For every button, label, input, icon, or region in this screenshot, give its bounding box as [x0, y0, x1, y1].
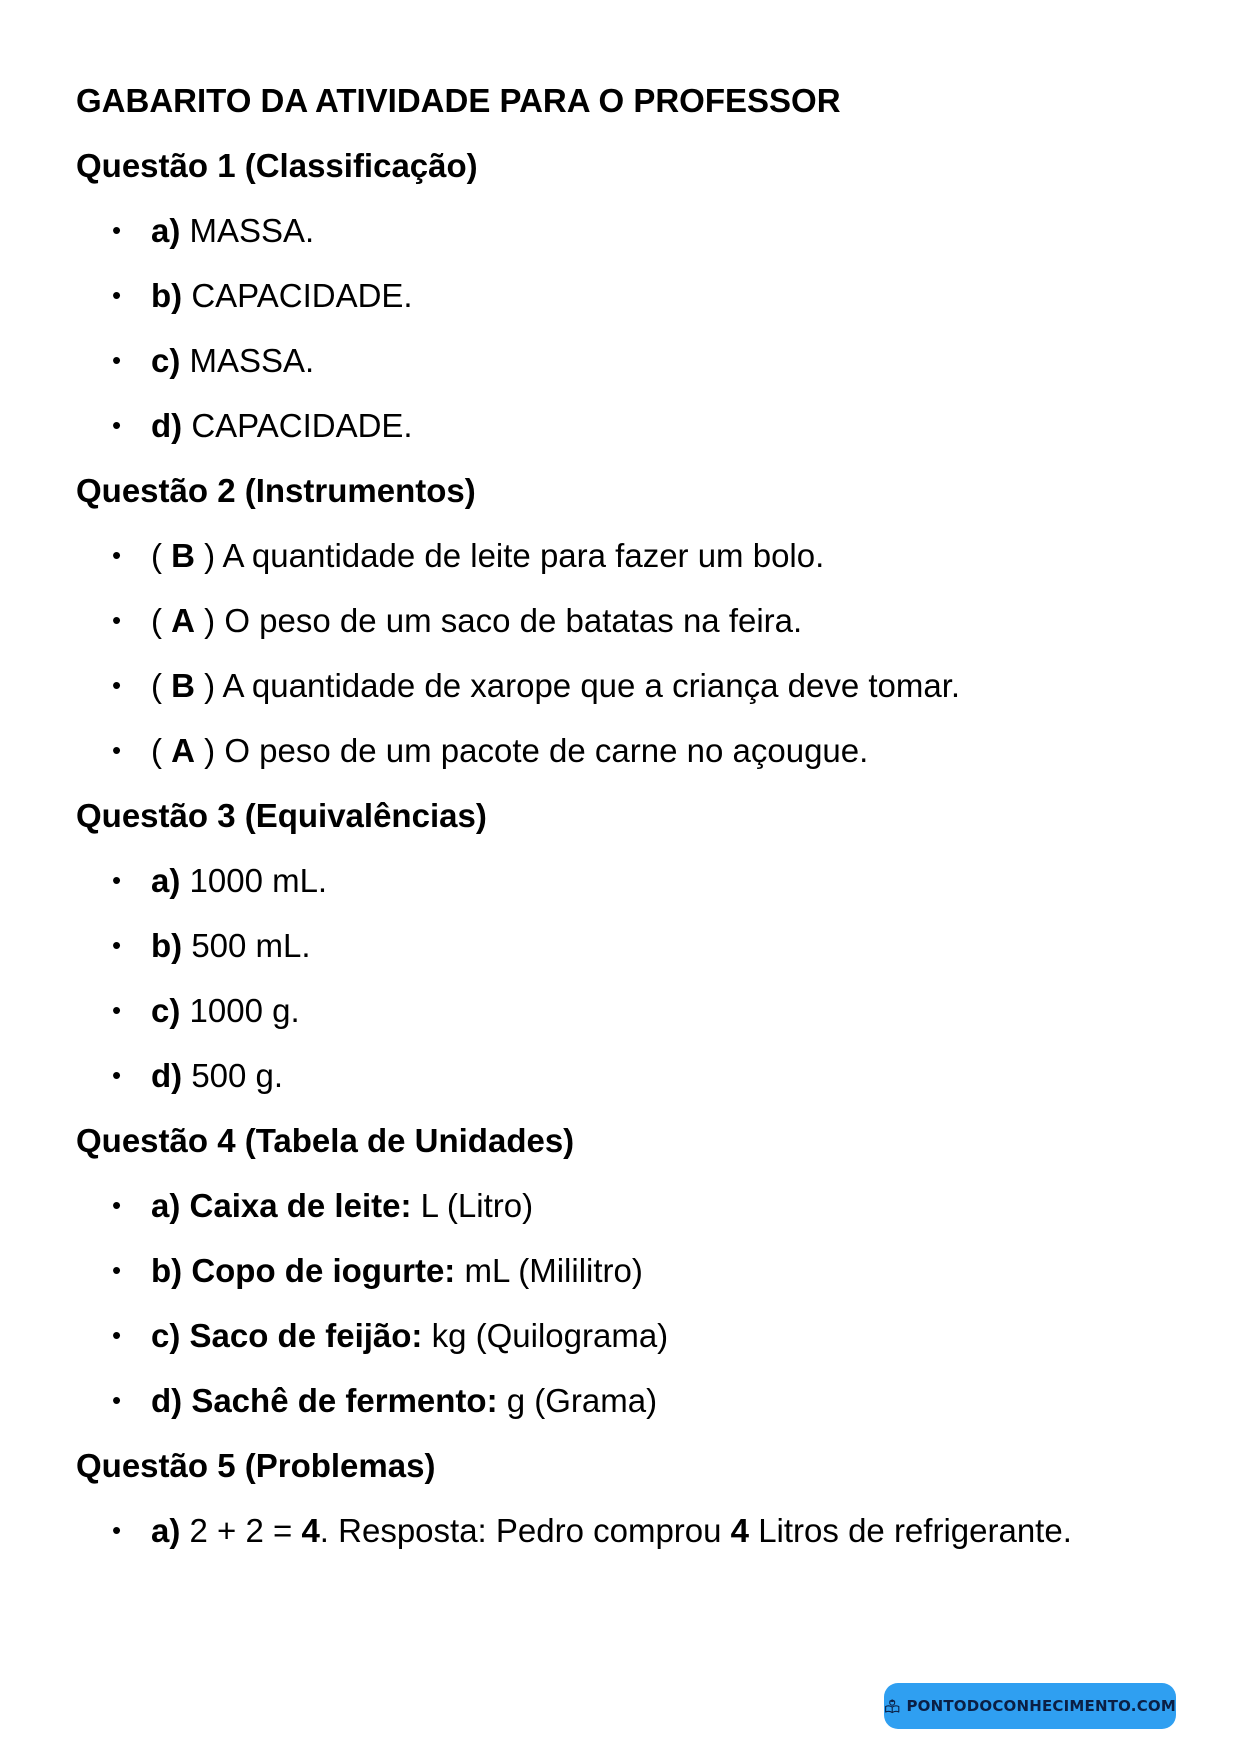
question-5-list: [76, 1498, 1176, 1563]
bullet-icon: •: [112, 670, 122, 700]
question-4-title: Questão 4 (Tabela de Unidades): [76, 1122, 575, 1159]
bullet-icon: •: [112, 215, 122, 245]
list-item: • ( A ) O peso de um pacote de carne no açougue.: [76, 718, 1176, 783]
list-item: • ( B ) A quantidade de leite para fazer um bolo.: [76, 523, 1176, 588]
list-item: • a) 1000 mL.: [76, 848, 1176, 913]
question-5-title: Questão 5 (Problemas): [76, 1447, 436, 1484]
bullet-icon: •: [112, 865, 122, 895]
bullet-icon: •: [112, 280, 122, 310]
question-2-list: [76, 523, 1176, 783]
bullet-icon: •: [112, 345, 122, 375]
list-item: • d) Sachê de fermento: g (Grama): [76, 1368, 1176, 1433]
question-3-title: Questão 3 (Equivalências): [76, 797, 487, 834]
question-1-title: Questão 1 (Classificação): [76, 147, 478, 184]
question-1-list: [76, 198, 1176, 458]
bullet-icon: •: [112, 995, 122, 1025]
list-item: • d) 500 g.: [76, 1043, 1176, 1108]
bullet-icon: •: [112, 1515, 122, 1545]
list-item: • a) 2 + 2 = 4. Resposta: Pedro comprou 4 Litros de refrigerante.: [76, 1498, 1176, 1563]
bullet-icon: •: [112, 540, 122, 570]
bullet-icon: •: [112, 1255, 122, 1285]
question-2-title: Questão 2 (Instrumentos): [76, 472, 476, 509]
bullet-icon: •: [112, 410, 122, 440]
question-4-list: [76, 1173, 1176, 1433]
list-item: • c) MASSA.: [76, 328, 1176, 393]
list-item: • d) CAPACIDADE.: [76, 393, 1176, 458]
list-item: • ( B ) A quantidade de xarope que a criança deve tomar.: [76, 653, 1176, 718]
question-3-list: [76, 848, 1176, 1108]
bullet-icon: •: [112, 1320, 122, 1350]
list-item: • c) Saco de feijão: kg (Quilograma): [76, 1303, 1176, 1368]
bullet-icon: •: [112, 735, 122, 765]
bullet-icon: •: [112, 1060, 122, 1090]
answer-key-page: [76, 68, 1176, 1563]
list-item: • ( A ) O peso de um saco de batatas na feira.: [76, 588, 1176, 653]
list-item: • b) 500 mL.: [76, 913, 1176, 978]
list-item: • a) Caixa de leite: L (Litro): [76, 1173, 1176, 1238]
list-item: • b) Copo de iogurte: mL (Mililitro): [76, 1238, 1176, 1303]
list-item: • c) 1000 g.: [76, 978, 1176, 1043]
bullet-icon: •: [112, 605, 122, 635]
site-badge-link[interactable]: [884, 1683, 1176, 1729]
page-title: GABARITO DA ATIVIDADE PARA O PROFESSOR: [76, 82, 841, 119]
bullet-icon: •: [112, 1385, 122, 1415]
bullet-icon: •: [112, 930, 122, 960]
badge-text: PONTODOCONHECIMENTO.COM: [906, 1697, 1176, 1715]
bullet-icon: •: [112, 1190, 122, 1220]
list-item: • a) MASSA.: [76, 198, 1176, 263]
reading-book-icon: [884, 1691, 900, 1721]
list-item: • b) CAPACIDADE.: [76, 263, 1176, 328]
